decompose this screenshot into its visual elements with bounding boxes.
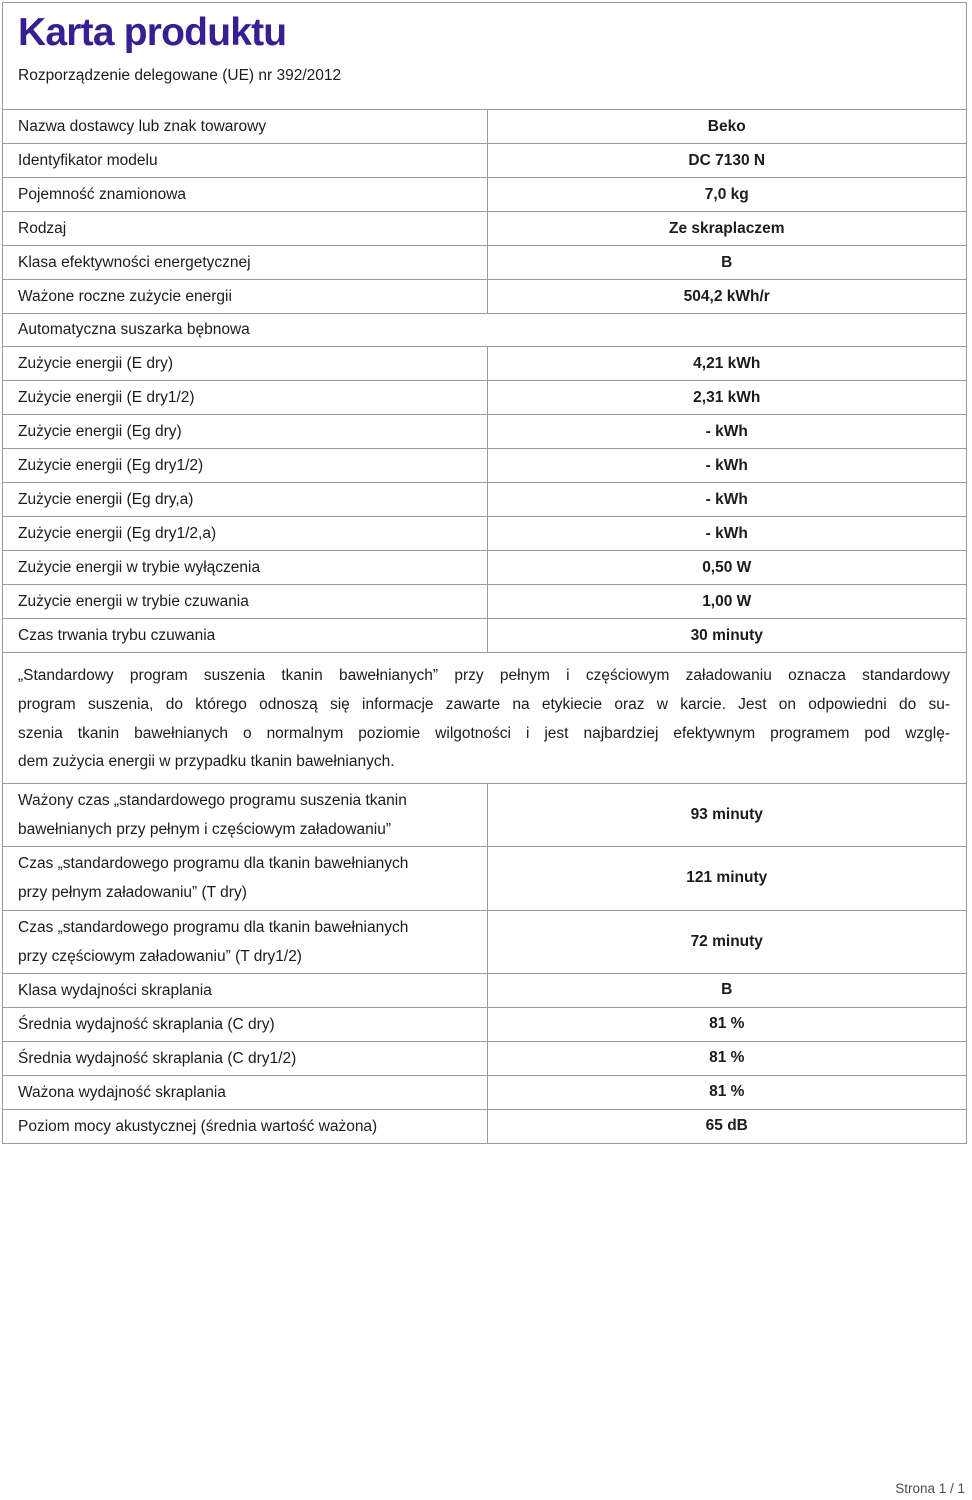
row-label: Średnia wydajność skraplania (C dry1/2) <box>18 1049 297 1067</box>
regulation-subtitle: Rozporządzenie delegowane (UE) nr 392/2012 <box>18 67 342 85</box>
row-label: Zużycie energii (E dry1/2) <box>18 389 195 407</box>
row-label: Poziom mocy akustycznej (średnia wartość ważona) <box>18 1117 378 1135</box>
table-row <box>3 313 966 346</box>
table-row <box>3 211 966 245</box>
row-label-cell <box>3 1076 488 1109</box>
row-label-cell <box>3 619 488 652</box>
table-row <box>3 910 966 973</box>
row-value: 7,0 kg <box>704 185 749 203</box>
row-value: 30 minuty <box>690 626 763 644</box>
row-label-cell <box>3 517 488 550</box>
row-label: Nazwa dostawcy lub znak towarowy <box>18 118 267 135</box>
row-label: Rodzaj <box>18 220 67 237</box>
table-row <box>3 380 966 414</box>
row-label-cell <box>3 974 488 1007</box>
note-line: program suszenia, do którego odnoszą się informacje zawarte na etykiecie oraz w karcie. Jest on odpowiedni do su- <box>18 695 950 713</box>
table-row <box>3 652 966 782</box>
row-label-cell <box>3 212 488 245</box>
row-label-cell <box>3 280 488 313</box>
row-label-line: Czas „standardowego programu dla tkanin bawełnianych <box>18 918 409 936</box>
row-label: Zużycie energii (E dry) <box>18 355 174 373</box>
row-label-cell <box>3 1008 488 1041</box>
row-label-cell <box>3 381 488 414</box>
row-value: 65 dB <box>705 1117 748 1135</box>
row-label-cell <box>3 246 488 279</box>
row-value: - kWh <box>705 422 748 440</box>
page-title: Karta produktu <box>18 11 287 54</box>
row-value: Beko <box>707 117 746 135</box>
row-value: 81 % <box>709 1049 745 1067</box>
row-label-cell <box>3 347 488 380</box>
row-label: Zużycie energii (Eg dry) <box>18 423 182 441</box>
row-label: Czas trwania trybu czuwania <box>18 627 216 645</box>
row-value: 81 % <box>709 1083 745 1101</box>
table-row <box>3 177 966 211</box>
table-row <box>3 1007 966 1041</box>
table-row <box>3 448 966 482</box>
table-row <box>3 482 966 516</box>
table-row <box>3 973 966 1007</box>
row-label: Klasa wydajności skraplania <box>18 981 212 999</box>
table-row <box>3 1041 966 1075</box>
row-value: Ze skraplaczem <box>669 219 785 237</box>
row-label: Zużycie energii w trybie czuwania <box>18 593 249 611</box>
row-value: 81 % <box>709 1015 745 1033</box>
row-label-cell <box>3 1042 488 1075</box>
table-row <box>3 414 966 448</box>
row-value: DC 7130 N <box>688 151 766 169</box>
row-value: - kWh <box>705 524 748 542</box>
row-label: Zużycie energii (Eg dry1/2,a) <box>18 525 217 543</box>
row-label-cell <box>3 784 488 846</box>
row-label-cell <box>3 1110 488 1143</box>
row-label-line: Czas „standardowego programu dla tkanin bawełnianych <box>18 855 409 873</box>
note-line: dem zużycia energii w przypadku tkanin bawełnianych. <box>18 753 395 771</box>
row-value: 2,31 kWh <box>693 388 761 406</box>
row-label-line: przy częściowym załadowaniu” (T dry1/2) <box>18 947 302 965</box>
table-row <box>3 1109 966 1143</box>
table-row <box>3 783 966 846</box>
row-label-cell <box>3 110 488 143</box>
row-label-cell <box>3 483 488 516</box>
page-number: Strona 1 / 1 <box>895 1481 965 1496</box>
table-row <box>3 109 966 143</box>
note-line: „Standardowy program suszenia tkanin bawełnianych” przy pełnym i częściowym załadowaniu oznacza standardowy <box>18 667 950 685</box>
row-label: Identyfikator modelu <box>18 152 158 169</box>
table-row <box>3 245 966 279</box>
row-label-line: bawełnianych przy pełnym i częściowym załadowaniu” <box>18 820 392 838</box>
row-label: Automatyczna suszarka bębnowa <box>18 321 250 339</box>
row-value: B <box>721 981 733 999</box>
row-label: Zużycie energii (Eg dry,a) <box>18 491 194 509</box>
row-value: 72 minuty <box>690 932 763 950</box>
note-line: szenia tkanin bawełnianych o normalnym poziomie wilgotności i jest najbardziej efektywnym programem pod wzglę- <box>18 724 950 742</box>
row-value: 4,21 kWh <box>693 354 761 372</box>
row-label: Pojemność znamionowa <box>18 186 187 203</box>
fiche-header <box>3 3 966 109</box>
row-label-cell <box>3 585 488 618</box>
table-row <box>3 143 966 177</box>
table-row <box>3 516 966 550</box>
table-row <box>3 618 966 652</box>
table-row <box>3 584 966 618</box>
row-value: 93 minuty <box>690 805 763 823</box>
product-table <box>3 109 966 1143</box>
row-value: B <box>721 253 733 271</box>
row-label-cell <box>3 551 488 584</box>
row-label-cell <box>3 144 488 177</box>
table-row <box>3 346 966 380</box>
table-row <box>3 846 966 909</box>
row-label: Ważone roczne zużycie energii <box>18 288 232 305</box>
row-value: - kWh <box>705 490 748 508</box>
row-label-cell <box>3 911 488 973</box>
row-value: 1,00 W <box>702 592 752 610</box>
row-label: Ważona wydajność skraplania <box>18 1083 226 1101</box>
table-row <box>3 279 966 313</box>
row-label-cell <box>3 847 488 909</box>
product-fiche <box>2 2 967 1144</box>
row-value: 121 minuty <box>686 869 768 887</box>
row-label-cell <box>3 178 488 211</box>
row-label: Średnia wydajność skraplania (C dry) <box>18 1015 275 1033</box>
row-value: - kWh <box>705 456 748 474</box>
row-value: 0,50 W <box>702 558 752 576</box>
note-cell <box>3 653 966 782</box>
row-label-cell <box>3 449 488 482</box>
row-label-cell <box>3 415 488 448</box>
row-value: 504,2 kWh/r <box>683 287 770 305</box>
table-row <box>3 1075 966 1109</box>
row-label: Klasa efektywności energetycznej <box>18 254 251 271</box>
row-label-line: przy pełnym załadowaniu” (T dry) <box>18 884 247 902</box>
row-label: Zużycie energii (Eg dry1/2) <box>18 457 204 475</box>
row-label-line: Ważony czas „standardowego programu suszenia tkanin <box>18 791 407 809</box>
table-row <box>3 550 966 584</box>
row-label: Zużycie energii w trybie wyłączenia <box>18 559 261 577</box>
